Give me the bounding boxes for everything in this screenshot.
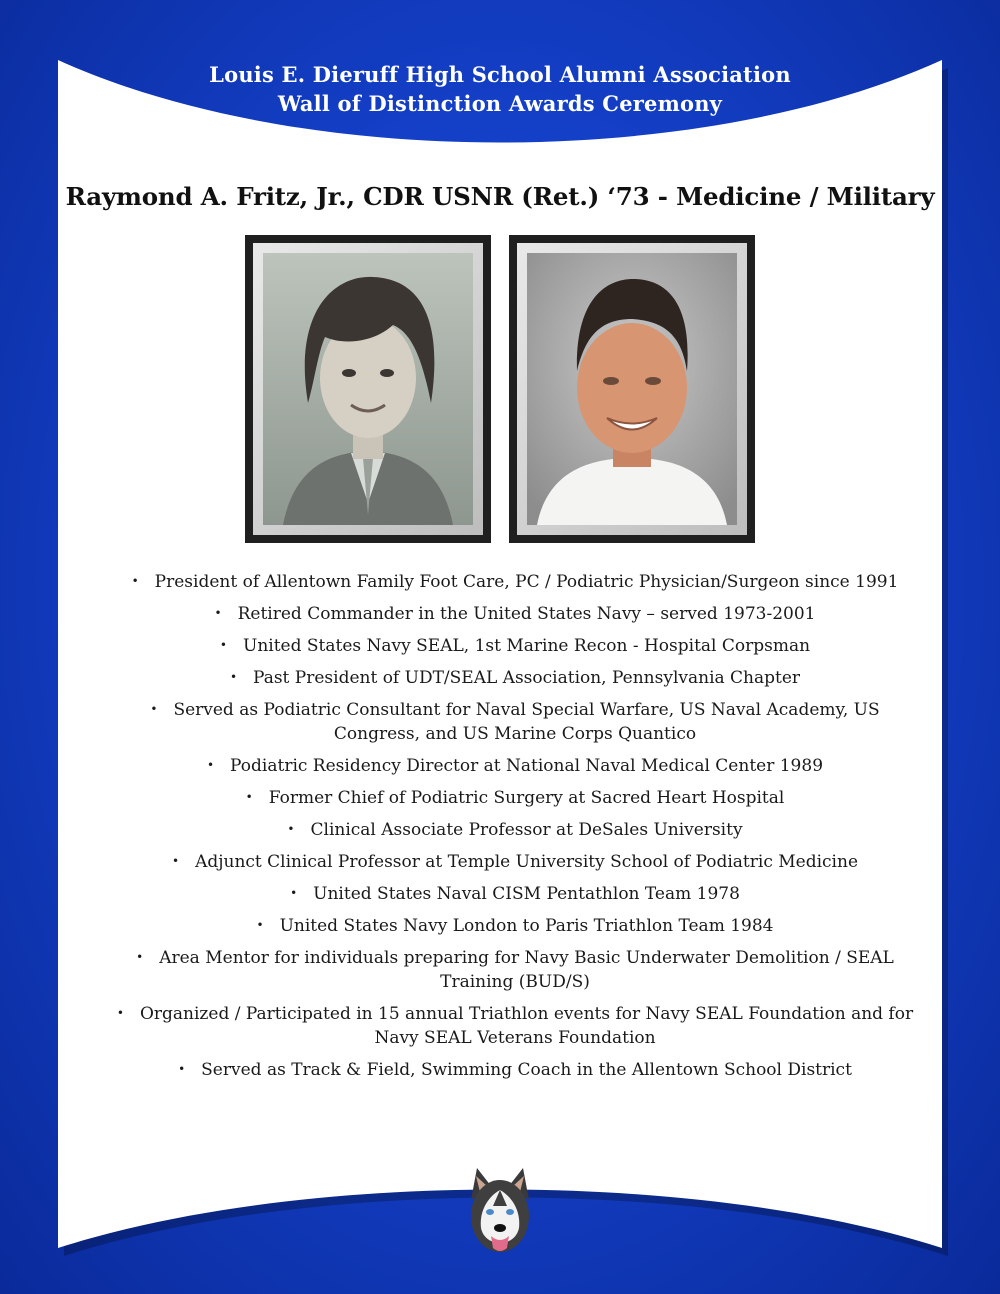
current-portrait-image [527, 253, 737, 525]
header-ceremony-name: Wall of Distinction Awards Ceremony [277, 91, 723, 116]
husky-mascot-icon [467, 1166, 533, 1260]
yearbook-portrait-image [263, 253, 473, 525]
honoree-title: Raymond A. Fritz, Jr., CDR USNR (Ret.) ‘73 - Medicine / Military [65, 182, 935, 211]
list-item: • Served as Podiatric Consultant for Naval Special Warfare, US Naval Academy, US Congress, and US Marine Corps Quantico [95, 697, 935, 746]
list-item: • Podiatric Residency Director at National Naval Medical Center 1989 [95, 753, 935, 778]
list-item: • Retired Commander in the United States Navy – served 1973-2001 [95, 601, 935, 626]
list-item: • Clinical Associate Professor at DeSales University [95, 817, 935, 842]
list-item: • United States Naval CISM Pentathlon Team 1978 [95, 881, 935, 906]
list-item: • Adjunct Clinical Professor at Temple University School of Podiatric Medicine [95, 849, 935, 874]
list-item: • Past President of UDT/SEAL Association, Pennsylvania Chapter [95, 665, 935, 690]
current-photo-frame [509, 235, 755, 543]
list-item: • United States Navy SEAL, 1st Marine Recon - Hospital Corpsman [95, 633, 935, 658]
list-item: • United States Navy London to Paris Triathlon Team 1984 [95, 913, 935, 938]
list-item: • Organized / Participated in 15 annual Triathlon events for Navy SEAL Foundation and for Navy SEAL Veterans Foundation [95, 1001, 935, 1050]
list-item: • Served as Track & Field, Swimming Coach in the Allentown School District [95, 1057, 935, 1082]
yearbook-photo-frame [245, 235, 491, 543]
achievements-list [95, 569, 935, 1089]
list-item: • Area Mentor for individuals preparing for Navy Basic Underwater Demolition / SEAL Training (BUD/S) [95, 945, 935, 994]
header-association-name: Louis E. Dieruff High School Alumni Association [209, 62, 791, 87]
list-item: • Former Chief of Podiatric Surgery at Sacred Heart Hospital [95, 785, 935, 810]
list-item: • President of Allentown Family Foot Care, PC / Podiatric Physician/Surgeon since 1991 [95, 569, 935, 594]
